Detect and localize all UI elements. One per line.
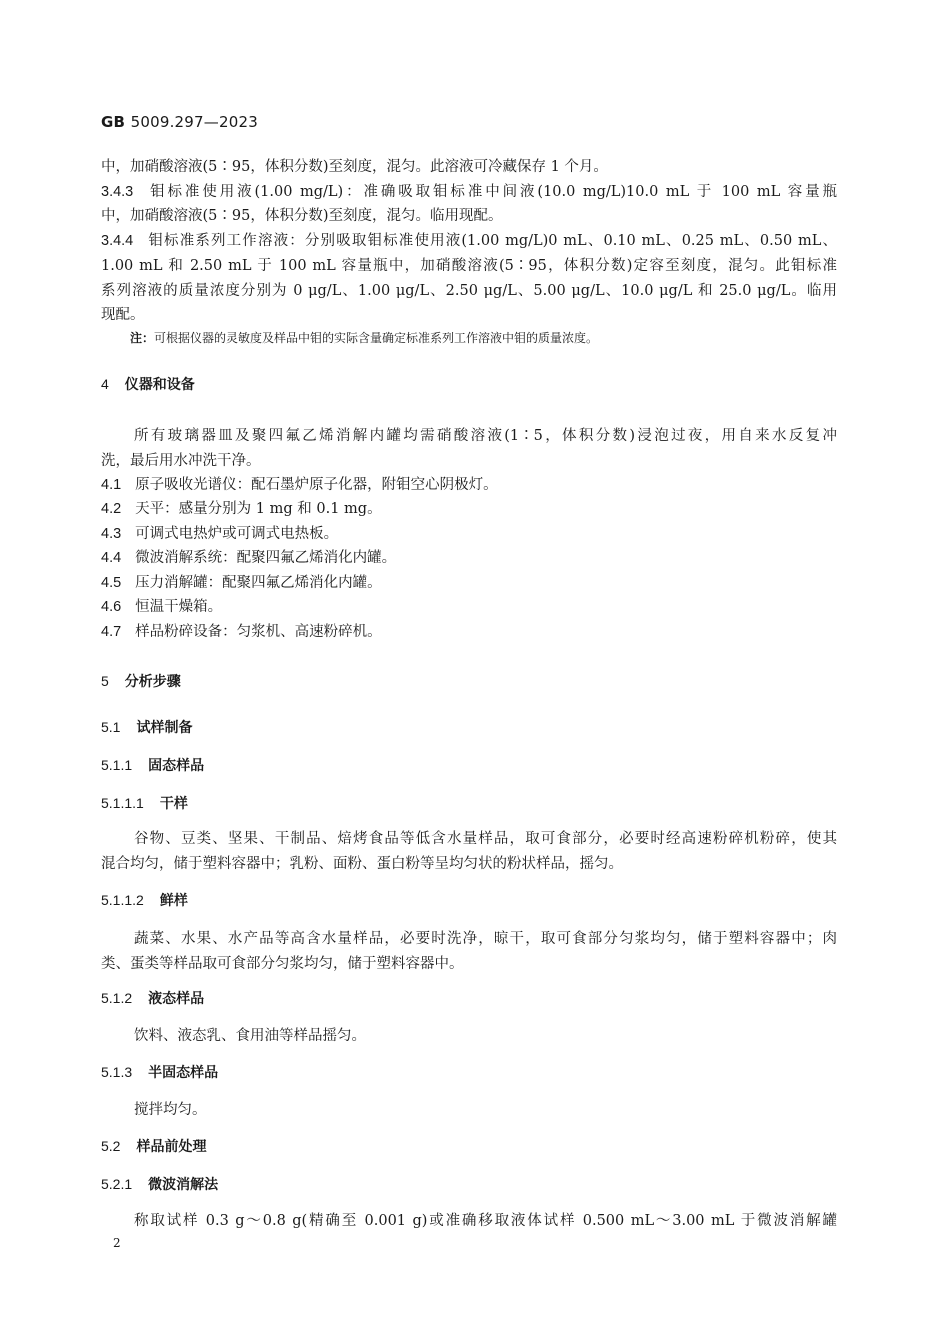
item-4-4 [101, 546, 837, 570]
clause-3-4-4-line-4: 现配。 [101, 307, 145, 323]
item-4-1 [101, 473, 837, 497]
section-5-1-1-heading [101, 754, 204, 777]
section-number: 5.1.2 [101, 990, 133, 1006]
section-title: 样品前处理 [136, 1139, 207, 1155]
section-title: 半固态样品 [148, 1065, 219, 1081]
section-5-1-2-line-1: 饮料、液态乳、食用油等样品摇匀。 [134, 1028, 366, 1044]
clause-3-4-3-line-2: 中，加硝酸溶液(5∶95，体积分数)至刻度，混匀。临用现配。 [101, 208, 503, 224]
item-number: 4.6 [101, 599, 122, 615]
item-text: 恒温干燥箱。 [135, 599, 223, 615]
item-number: 4.3 [101, 526, 122, 542]
item-number: 4.4 [101, 550, 122, 566]
page-number: 2 [113, 1236, 121, 1250]
section-5-2-1-line-1: 称取试样 0.3 g～0.8 g(精确至 0.001 g)或准确移取液体试样 0.500 mL～3.00 mL 于微波消解罐 [134, 1213, 837, 1229]
item-text: 微波消解系统：配聚四氟乙烯消化内罐。 [135, 550, 397, 566]
paragraph-line: 中，加硝酸溶液(5∶95，体积分数)至刻度，混匀。此溶液可冷藏保存 1 个月。 [101, 159, 608, 175]
section-number: 5.1 [101, 719, 121, 735]
item-number: 4.1 [101, 477, 122, 493]
section-title: 分析步骤 [124, 674, 181, 690]
section-5-1-3-line-1: 搅拌均匀。 [134, 1102, 207, 1118]
standard-code-header [101, 113, 258, 131]
section-title: 仪器和设备 [124, 377, 195, 393]
item-4-3 [101, 522, 837, 546]
section-title: 干样 [159, 796, 188, 812]
section-5-2-heading [101, 1135, 206, 1158]
item-text: 天平：感量分别为 1 mg 和 0.1 mg。 [135, 501, 382, 517]
standard-code: 5009.297—2023 [130, 113, 258, 131]
section-number: 4 [101, 376, 109, 392]
note-text: 可根据仪器的灵敏度及样品中钼的实际含量确定标准系列工作溶液中钼的质量浓度。 [154, 331, 599, 345]
clause-number: 3.4.4 [101, 233, 134, 249]
section-5-1-1-1-line-1: 谷物、豆类、坚果、干制品、焙烤食品等低含水量样品，取可食部分，必要时经高速粉碎机粉碎，使其 [134, 831, 837, 847]
section-4-intro-line-1: 所有玻璃器皿及聚四氟乙烯消解内罐均需硝酸溶液(1∶5，体积分数)浸泡过夜，用自来水反复冲 [134, 428, 837, 444]
section-5-1-1-1-line-2: 混合均匀，储于塑料容器中；乳粉、面粉、蛋白粉等呈均匀状的粉状样品，摇匀。 [101, 856, 623, 872]
section-title: 固态样品 [148, 758, 205, 774]
item-4-7 [101, 620, 837, 644]
section-5-1-1-2-heading [101, 889, 188, 912]
item-number: 4.7 [101, 624, 122, 640]
section-5-1-1-1-heading [101, 792, 188, 815]
clause-text: 钼标准使用液(1.00 mg/L)：准确吸取钼标准中间液(10.0 mg/L)10.0 mL 于 100 mL 容量瓶 [147, 184, 837, 200]
section-number: 5.1.3 [101, 1064, 133, 1080]
item-text: 原子吸收光谱仪：配石墨炉原子化器，附钼空心阴极灯。 [135, 477, 498, 493]
item-number: 4.2 [101, 501, 122, 517]
item-text: 样品粉碎设备：匀浆机、高速粉碎机。 [135, 624, 382, 640]
note [130, 328, 598, 348]
section-number: 5.1.1.1 [101, 795, 144, 811]
clause-3-4-4-line-1 [101, 229, 837, 253]
section-5-1-2-heading [101, 987, 204, 1010]
section-number: 5.1.1.2 [101, 892, 144, 908]
clause-3-4-4-line-3: 系列溶液的质量浓度分别为 0 μg/L、1.00 μg/L、2.50 μg/L、5.00 μg/L、10.0 μg/L 和 25.0 μg/L。临用 [101, 283, 837, 299]
section-5-1-1-2-line-2: 类、蛋类等样品取可食部分匀浆均匀，储于塑料容器中。 [101, 956, 464, 972]
section-title: 试样制备 [136, 720, 193, 736]
clause-number: 3.4.3 [101, 184, 134, 200]
section-5-heading [101, 670, 181, 693]
item-text: 压力消解罐：配聚四氟乙烯消化内罐。 [135, 575, 382, 591]
section-5-1-heading [101, 716, 192, 739]
standard-prefix: GB [101, 113, 126, 131]
clause-text: 钼标准系列工作溶液：分别吸取钼标准使用液(1.00 mg/L)0 mL、0.10 mL、0.25 mL、0.50 mL、 [147, 233, 837, 249]
clause-3-4-4-line-2: 1.00 mL 和 2.50 mL 于 100 mL 容量瓶中，加硝酸溶液(5∶95，体积分数)定容至刻度，混匀。此钼标准 [101, 258, 837, 274]
section-5-2-1-heading [101, 1173, 218, 1196]
item-number: 4.5 [101, 575, 122, 591]
section-5-1-3-heading [101, 1061, 218, 1084]
section-number: 5.2.1 [101, 1176, 133, 1192]
item-4-5 [101, 571, 837, 595]
clause-3-4-3-line-1 [101, 180, 837, 204]
item-text: 可调式电热炉或可调式电热板。 [135, 526, 339, 542]
section-number: 5 [101, 673, 109, 689]
section-title: 微波消解法 [148, 1177, 219, 1193]
section-number: 5.1.1 [101, 757, 133, 773]
section-number: 5.2 [101, 1138, 121, 1154]
note-label: 注： [130, 331, 155, 345]
section-5-1-1-2-line-1: 蔬菜、水果、水产品等高含水量样品，必要时洗净，晾干，取可食部分匀浆均匀，储于塑料容器中；肉 [134, 931, 837, 947]
item-4-6 [101, 595, 837, 619]
item-4-2 [101, 497, 837, 521]
section-title: 鲜样 [159, 893, 188, 909]
section-4-intro-line-2: 洗，最后用水冲洗干净。 [101, 453, 261, 469]
section-4-heading [101, 373, 195, 396]
section-title: 液态样品 [148, 991, 205, 1007]
